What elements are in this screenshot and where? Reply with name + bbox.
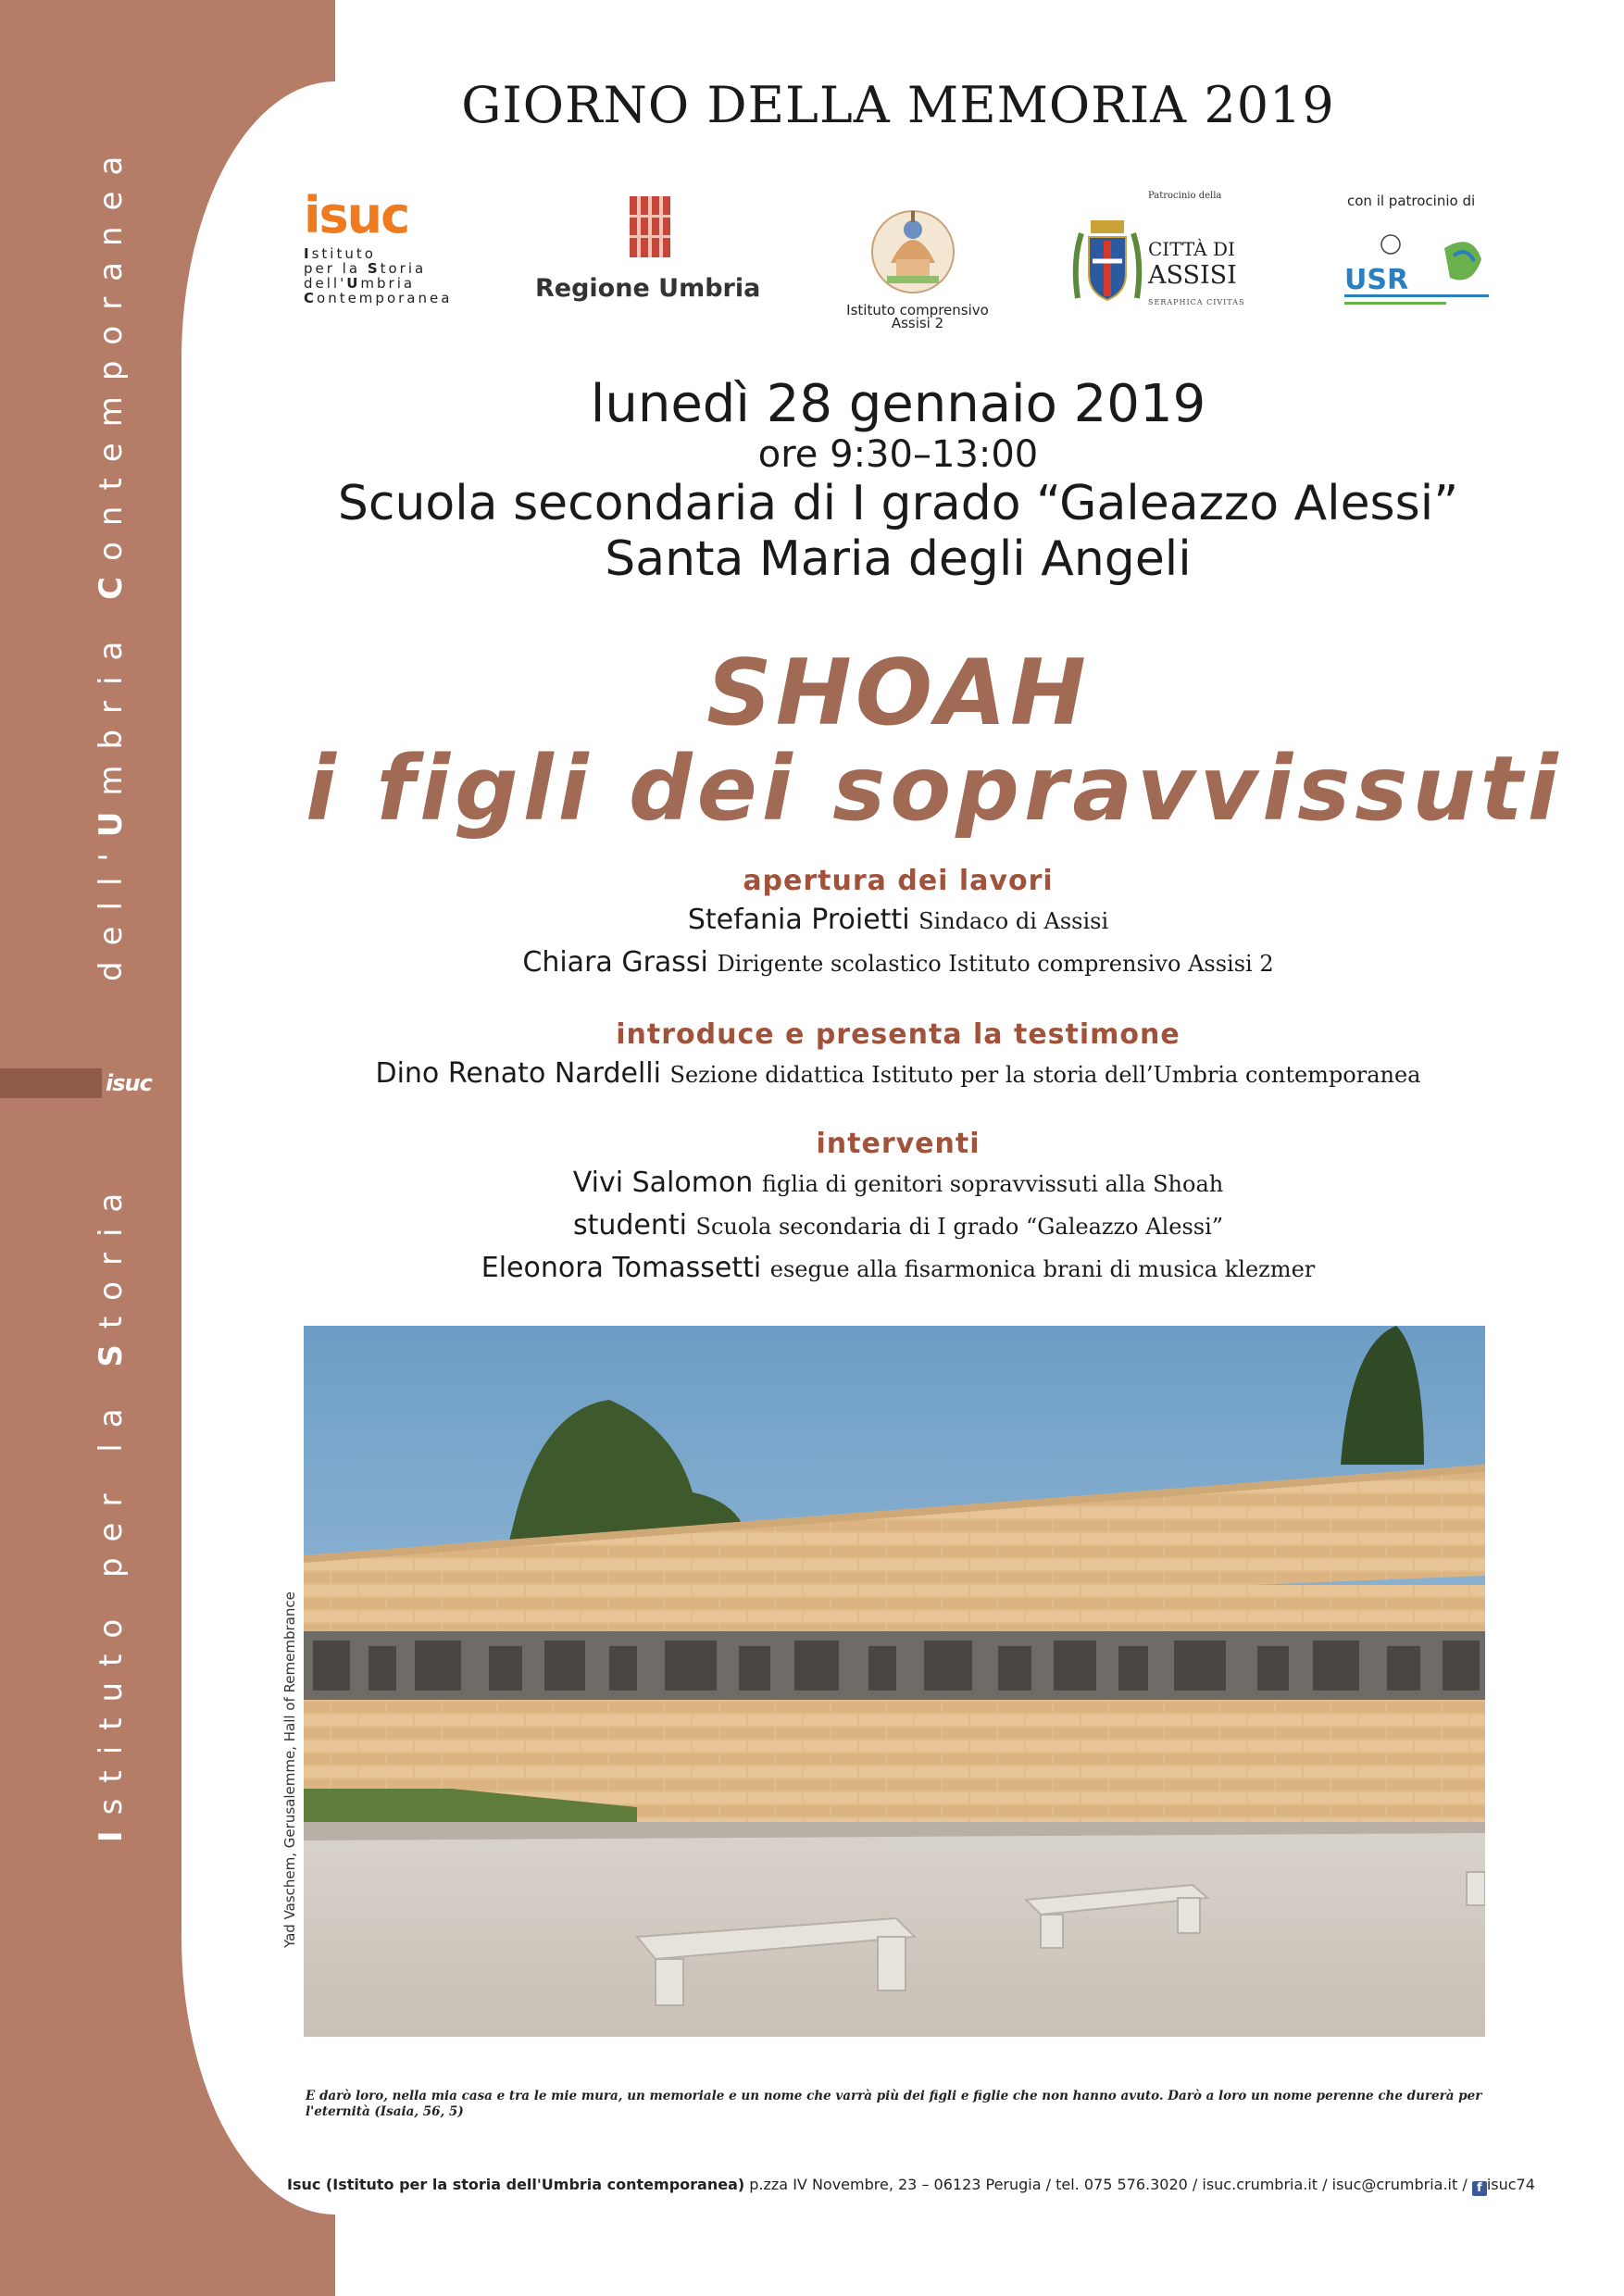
assisi-motto: SERAPHICA CIVITAS — [1148, 298, 1245, 306]
headline-subtitle: i figli dei sopravvissuti — [306, 737, 1563, 841]
event-place: Santa Maria degli Angeli — [605, 531, 1192, 587]
isuc-logo-word: isuc — [304, 186, 409, 244]
istituto-comprensivo-name: Istituto comprensivo Assisi 2 — [846, 302, 989, 331]
event-school: Scuola secondaria di I grado “Galeazzo Alessi” — [337, 476, 1459, 531]
assisi-patrocinio-label: Patrocinio della — [1148, 191, 1222, 201]
speaker-line: Eleonora Tomassetti esegue alla fisarmonica brani di musica klezmer — [481, 1252, 1316, 1284]
footer: Isuc (Istituto per la storia dell'Umbria contemporanea) p.zza IV Novembre, 23 – 06123 Perugia / tel. 075 576.3020 / isuc.crumbria.it / isuc@crumbria.it / f isuc74 — [287, 2176, 1535, 2195]
headline-shoah: SHOAH — [706, 641, 1090, 746]
istituto-comprensivo-emblem-icon — [868, 198, 957, 300]
facebook-handle[interactable]: isuc74 — [1486, 2176, 1535, 2193]
speaker-line: studenti Scuola secondaria di I grado “Galeazzo Alessi” — [572, 1209, 1224, 1242]
facebook-icon[interactable]: f — [1472, 2181, 1487, 2196]
event-date: lunedì 28 gennaio 2019 — [590, 374, 1206, 434]
photo-credit: Yad Vaschem, Gerusalemme, Hall of Remembrance — [281, 1591, 298, 1948]
assisi-city-top: CITTÀ DI — [1148, 238, 1235, 260]
regione-umbria-name: Regione Umbria — [535, 274, 761, 303]
section-opening-title: apertura dei lavori — [743, 865, 1054, 897]
assisi-crest-icon — [1068, 215, 1146, 315]
memorial-photo — [304, 1326, 1485, 2037]
regione-umbria-emblem-icon — [630, 196, 670, 257]
sidebar-isuc-logo: isuc — [106, 1070, 152, 1096]
event-hours: ore 9:30–13:00 — [757, 433, 1039, 476]
section-intro-title: introduce e presenta la testimone — [616, 1018, 1181, 1051]
isuc-logo-lines: Istituto per la Storia dell'Umbria Contemporanea — [304, 245, 453, 306]
usr-umbria-logo-icon — [1343, 222, 1491, 315]
sidebar-text-upper: dell'Umbria Contemporanea — [93, 140, 130, 981]
usr-patrocinio-label: con il patrocinio di — [1347, 193, 1476, 209]
page-title: GIORNO DELLA MEMORIA 2019 — [461, 76, 1335, 134]
sidebar-text-lower: Istituto per la Storia — [93, 1177, 130, 1842]
sidebar-strip — [0, 1068, 102, 1098]
speaker-line: Dino Renato Nardelli Sezione didattica Istituto per la storia dell’Umbria contemporanea — [375, 1057, 1421, 1090]
section-talks-title: interventi — [816, 1128, 981, 1160]
photo-caption: E darò loro, nella mia casa e tra le mie mura, un memoriale e un nome che varrà più dei figli e figlie che non hanno avuto. Darò a loro un nome perenne che durerà per l'eternità (Isaia, 56, 5) — [306, 2089, 1482, 2119]
assisi-city-name: ASSISI — [1148, 261, 1237, 290]
speaker-line: Stefania Proietti Sindaco di Assisi — [687, 904, 1109, 936]
usr-logo-text: USR — [1344, 264, 1409, 296]
speaker-line: Chiara Grassi Dirigente scolastico Istituto comprensivo Assisi 2 — [522, 946, 1274, 979]
speaker-line: Vivi Salomon figlia di genitori sopravvissuti alla Shoah — [572, 1167, 1224, 1199]
